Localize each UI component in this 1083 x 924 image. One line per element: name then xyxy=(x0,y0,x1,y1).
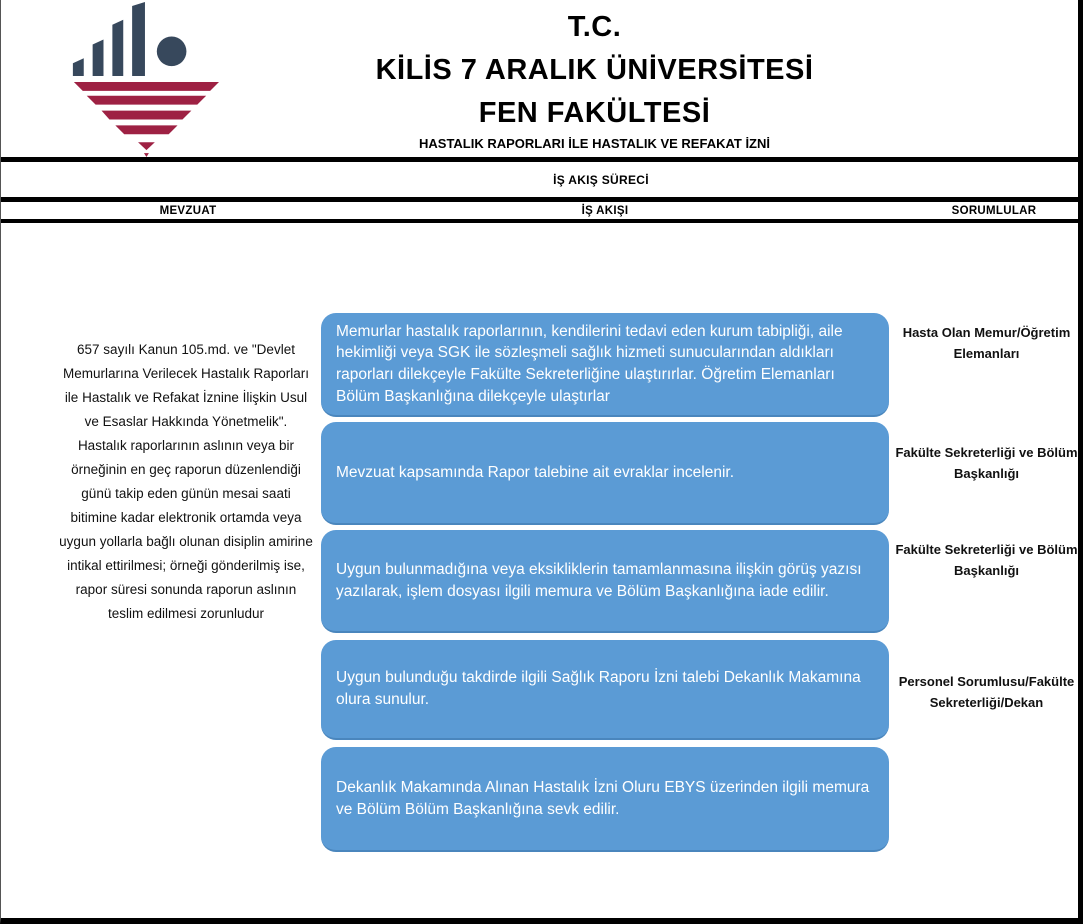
responsible-label: Fakülte Sekreterliği ve Bölüm Başkanlığı xyxy=(895,445,1078,481)
process-step-text: Memurlar hastalık raporlarının, kendilerini tedavi eden kurum tabipliği, aile hekimliği veya SGK ile sözleşmeli sağlık hizmeti sunucularından aldıkları raporları dilekçeyle Fakülte Sekreterliğine ulaştırırlar. Öğretim Elemanları Bölüm Başkanlığına dilekçeyle ulaştırlar xyxy=(336,322,843,405)
flow-body xyxy=(1,227,1078,918)
title-block xyxy=(111,6,1078,152)
column-header-is-akisi: İŞ AKIŞI xyxy=(581,204,629,217)
column-header-row xyxy=(1,202,1078,223)
responsible-label: Fakülte Sekreterliği ve Bölüm Başkanlığı xyxy=(895,542,1078,578)
process-step-text: Mevzuat kapsamında Rapor talebine ait evraklar incelenir. xyxy=(336,463,735,481)
column-header-sorumlular: SORUMLULAR xyxy=(951,204,1037,217)
column-header-mevzuat: MEVZUAT xyxy=(159,204,217,217)
process-step-box xyxy=(321,422,889,525)
section-title-row xyxy=(1,162,1078,202)
process-step-box xyxy=(321,530,889,633)
process-step-text: Uygun bulunmadığına veya eksikliklerin tamamlanmasına ilişkin görüş yazısı yazılarak, işlem dosyası ilgili memura ve Bölüm Başkanlığına iade edilir. xyxy=(336,560,862,600)
section-title: İŞ AKIŞ SÜRECİ xyxy=(553,172,649,187)
title-tc: T.C. xyxy=(567,11,622,43)
process-step-box xyxy=(321,313,889,417)
responsible-label: Hasta Olan Memur/Öğretim Elemanları xyxy=(902,325,1071,361)
mevzuat-text: 657 sayılı Kanun 105.md. ve "Devlet Memurlarına Verilecek Hastalık Raporları ile Hastalık ve Refakat İznine İlişkin Usul ve Esaslar Hakkında Yönetmelik". Hastalık raporlarının aslının veya bir örneğinin en geç raporun düzenlendiği günü takip eden günün mesai saati bitimine kadar elektronik ortamda veya uygun yollarla bağlı olunan disiplin amirine intikal ettirilmesi; örneği gönderilmiş ise, rapor süresi sonunda raporun aslının teslim edilmesi zorunludur xyxy=(59,342,313,622)
responsible-label: Personel Sorumlusu/Fakülte Sekreterliği/Dekan xyxy=(898,674,1075,710)
process-step-text: Uygun bulunduğu takdirde ilgili Sağlık Raporu İzni talebi Dekanlık Makamına olura sunulur. xyxy=(336,669,861,708)
title-faculty: FEN FAKÜLTESİ xyxy=(478,97,711,129)
process-step-box xyxy=(321,747,889,852)
process-steps xyxy=(321,313,889,852)
title-university: KİLİS 7 ARALIK ÜNİVERSİTESİ xyxy=(375,54,814,86)
process-step-box xyxy=(321,640,889,740)
document-subtitle: HASTALIK RAPORLARI İLE HASTALIK VE REFAKAT İZNİ xyxy=(419,136,770,151)
process-step-text: Dekanlık Makamında Alınan Hastalık İzni Oluru EBYS üzerinden ilgili memura ve Bölüm Bölüm Başkanlığına sevk edilir. xyxy=(336,778,870,818)
document-header xyxy=(1,0,1078,162)
